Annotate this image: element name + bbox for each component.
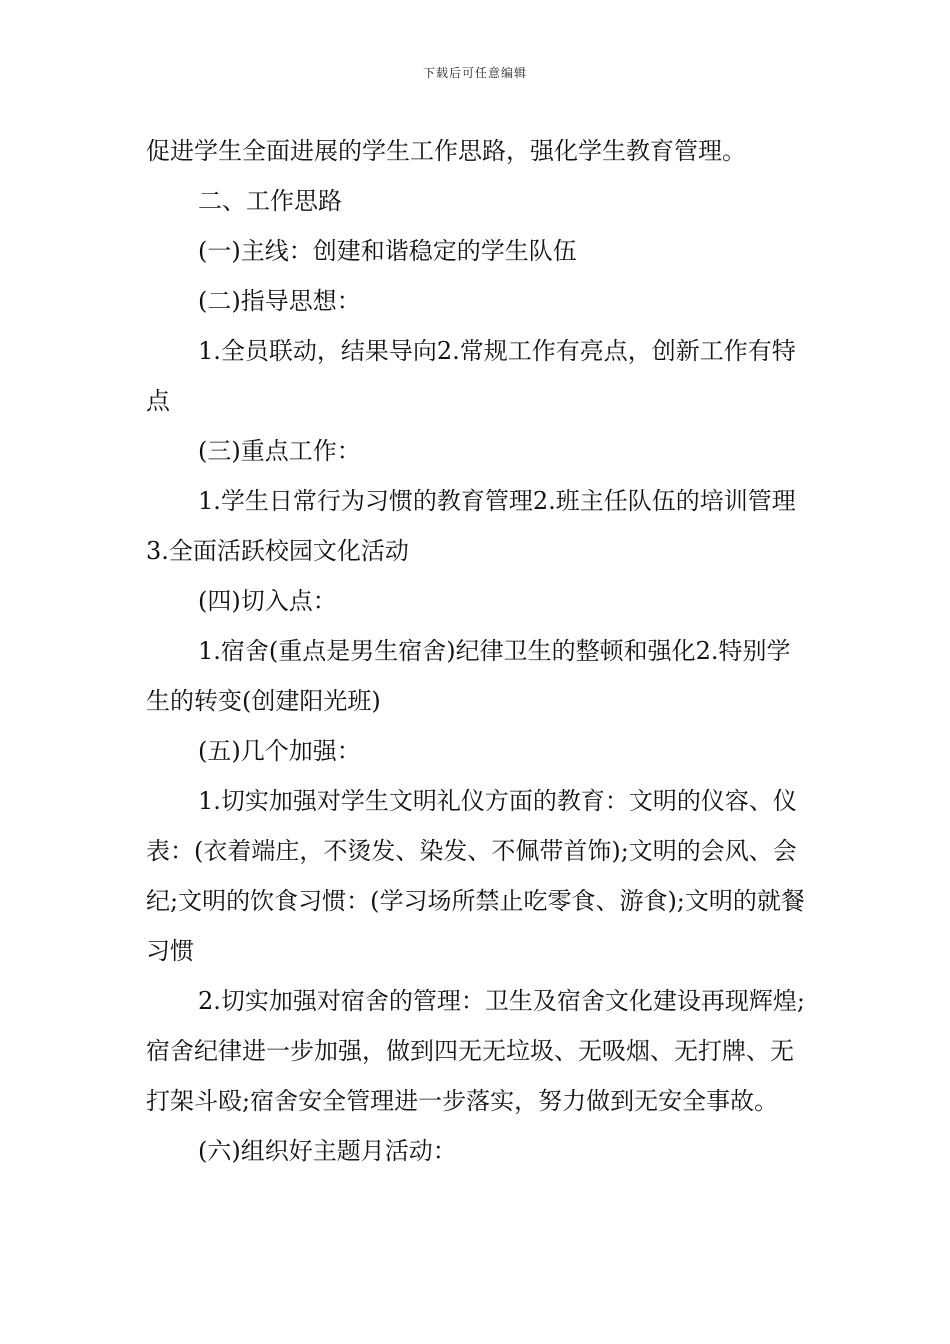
subheading-entry-point: (四)切入点： — [198, 587, 337, 615]
paragraph-strengthen-dormitory: 2.切实加强对宿舍的管理：卫生及宿舍文化建设再现辉煌;宿舍纪律进一步加强，做到四无无垃圾、无吸烟、无打牌、无打架斗殴;宿舍安全管理进一步落实，努力做到无安全事故。 — [146, 987, 805, 1115]
paragraph-continuation: 促进学生全面进展的学生工作思路，强化学生教育管理。 — [146, 137, 746, 165]
paragraph-key-work-items: 1.学生日常行为习惯的教育管理2.班主任队伍的培训管理3.全面活跃校园文化活动 — [146, 487, 796, 565]
subheading-key-work: (三)重点工作： — [198, 437, 361, 465]
subheading-strengthen: (五)几个加强： — [198, 737, 361, 765]
section-heading-work-approach: 二、工作思路 — [198, 187, 342, 215]
subheading-theme-month: (六)组织好主题月活动： — [198, 1137, 457, 1165]
paragraph-guiding-idea-items: 1.全员联动，结果导向2.常规工作有亮点，创新工作有特点 — [146, 337, 796, 415]
document-body — [146, 126, 810, 1176]
subheading-guiding-idea: (二)指导思想： — [198, 287, 361, 315]
subheading-main-line: (一)主线：创建和谐稳定的学生队伍 — [198, 237, 577, 265]
page-header: 下载后可任意编辑 — [422, 66, 527, 80]
paragraph-entry-point-items: 1.宿舍(重点是男生宿舍)纪律卫生的整顿和强化2.特别学生的转变(创建阳光班) — [146, 637, 791, 715]
paragraph-strengthen-etiquette: 1.切实加强对学生文明礼仪方面的教育：文明的仪容、仪表：(衣着端庄，不烫发、染发、不佩带首饰);文明的会风、会纪;文明的饮食习惯：(学习场所禁止吃零食、游食);文明的就餐习惯 — [146, 787, 805, 965]
